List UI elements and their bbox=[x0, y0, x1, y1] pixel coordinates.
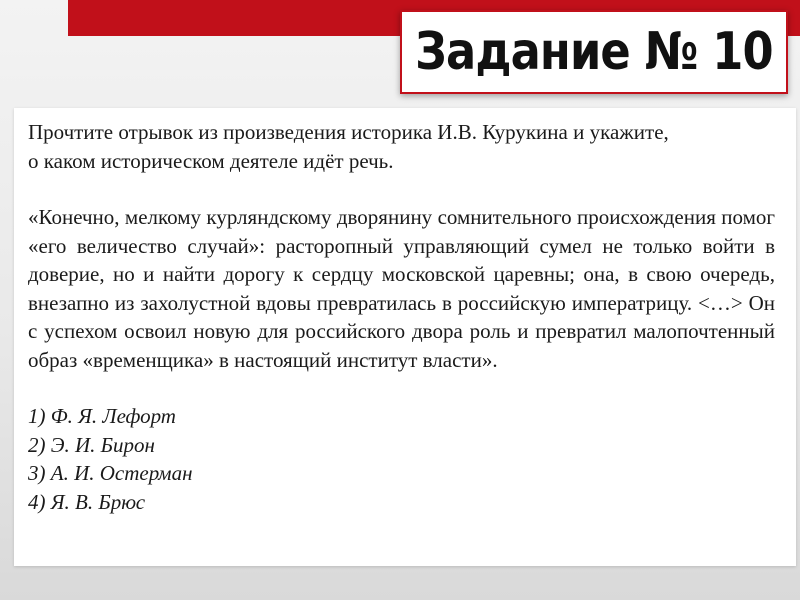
slide-title: Задание № 10 bbox=[415, 22, 773, 82]
answer-options bbox=[28, 402, 782, 516]
answer-option-2: 2) Э. И. Бирон bbox=[28, 432, 155, 457]
task-instruction-line-2: о каком историческом деятеле идёт речь. bbox=[28, 148, 394, 173]
title-box bbox=[400, 10, 788, 94]
answer-option-3: 3) А. И. Остерман bbox=[28, 461, 193, 485]
answer-option-4: 4) Я. В. Брюс bbox=[28, 489, 146, 514]
task-instruction bbox=[28, 118, 782, 175]
answer-option-1: 1) Ф. Я. Лефорт bbox=[28, 404, 176, 428]
historical-excerpt: «Конечно, мелкому курляндскому дворянину сомнительного происхождения помог «его величество случай»: расторопный управляющий сумел не только войти в доверие, но и найти дорогу к сердцу московской царевны; она, в свою очередь, внезапно из захолустной вдовы превратилась в российскую императрицу. <…> Он с успехом освоил новую для российского двора роль и превратил малопочтенный образ «временщика» в настоящий институт власти». bbox=[28, 205, 775, 372]
task-instruction-line-1: Прочтите отрывок из произведения историка И.В. Курукина и укажите, bbox=[28, 120, 669, 144]
content-panel bbox=[14, 108, 796, 566]
